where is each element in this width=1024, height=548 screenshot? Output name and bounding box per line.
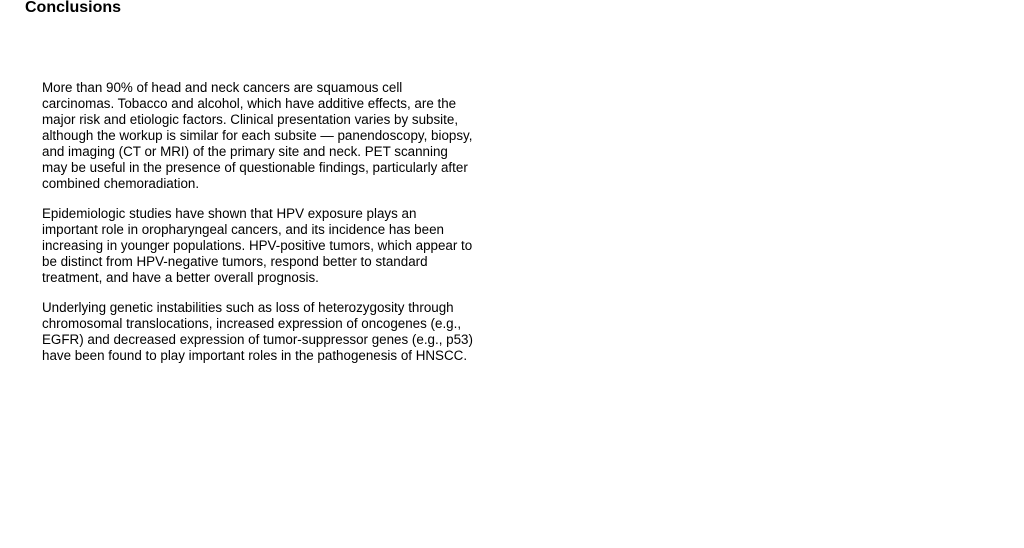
conclusions-body [42,80,474,378]
paragraph-overview: More than 90% of head and neck cancers are squamous cell carcinomas. Tobacco and alcohol, which have additive effects, are the major risk and etiologic factors. Clinical presentation varies by subsite, although the workup is similar for each subsite — panendoscopy, biopsy, and imaging (CT or MRI) of the primary site and neck. PET scanning may be useful in the presence of questionable findings, particularly after combined chemoradiation. [42,80,473,191]
paragraph-genetics: Underlying genetic instabilities such as loss of heterozygosity through chromosomal translocations, increased expression of oncogenes (e.g., EGFR) and decreased expression of tumor-suppressor genes (e.g., p53) have been found to play important roles in the pathogenesis of HNSCC. [42,300,473,363]
paragraph-hpv: Epidemiologic studies have shown that HPV exposure plays an important role in oropharyngeal cancers, and its incidence has been increasing in younger populations. HPV-positive tumors, which appear to be distinct from HPV-negative tumors, respond better to standard treatment, and have a better overall prognosis. [42,206,473,285]
page-title: Conclusions [25,0,122,16]
